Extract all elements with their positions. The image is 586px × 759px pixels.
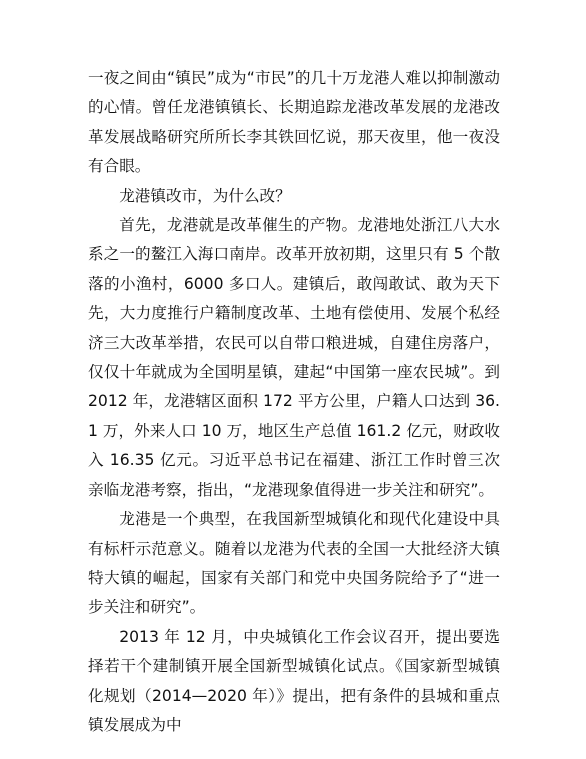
paragraph-5: 2013 年 12 月，中央城镇化工作会议召开，提出要选择若干个建制镇开展全国新型城镇化试点。《国家新型城镇化规划（2014—2020 年）》提出，把有条件的县城和重点镇发展成为中 — [88, 627, 500, 734]
paragraph-3: 首先，龙港就是改革催生的产物。龙港地处浙江八大水系之一的鳌江入海口南岸。改革开放初期，这里只有 5 个散落的小渔村，6000 多口人。建镇后，敢闯敢试、敢为天下先，大力度推行户籍制度改革、土地有偿使用、发展个私经济三大改革举措，农民可以自带口粮进城，自建住房落户，仅仅十年就成为全国明星镇，建起“中国第一座农民城”。到 2012 年，龙港辖区面积 172 平方公里，户籍人口达到 36.1 万，外来人口 10 万，地区生产总值 161.2 亿元，财政收入 16.35 亿元。习近平总书记在福建、浙江工作时曾三次亲临龙港考察，指出，“龙港现象值得进一步关注和研究”。 — [88, 216, 500, 499]
paragraph-2-question: 龙港镇改市，为什么改？ — [119, 186, 291, 205]
paragraph-4: 龙港是一个典型，在我国新型城镇化和现代化建设中具有标杆示范意义。随着以龙港为代表的全国一大批经济大镇特大镇的崛起，国家有关部门和党中央国务院给予了“进一步关注和研究”。 — [88, 510, 500, 617]
paragraph-1: 一夜之间由“镇民”成为“市民”的几十万龙港人难以抑制激动的心情。曾任龙港镇镇长、长期追踪龙港改革发展的龙港改革发展战略研究所所长李其铁回忆说，那天夜里，他一夜没有合眼。 — [88, 69, 500, 176]
document-body — [88, 64, 500, 740]
